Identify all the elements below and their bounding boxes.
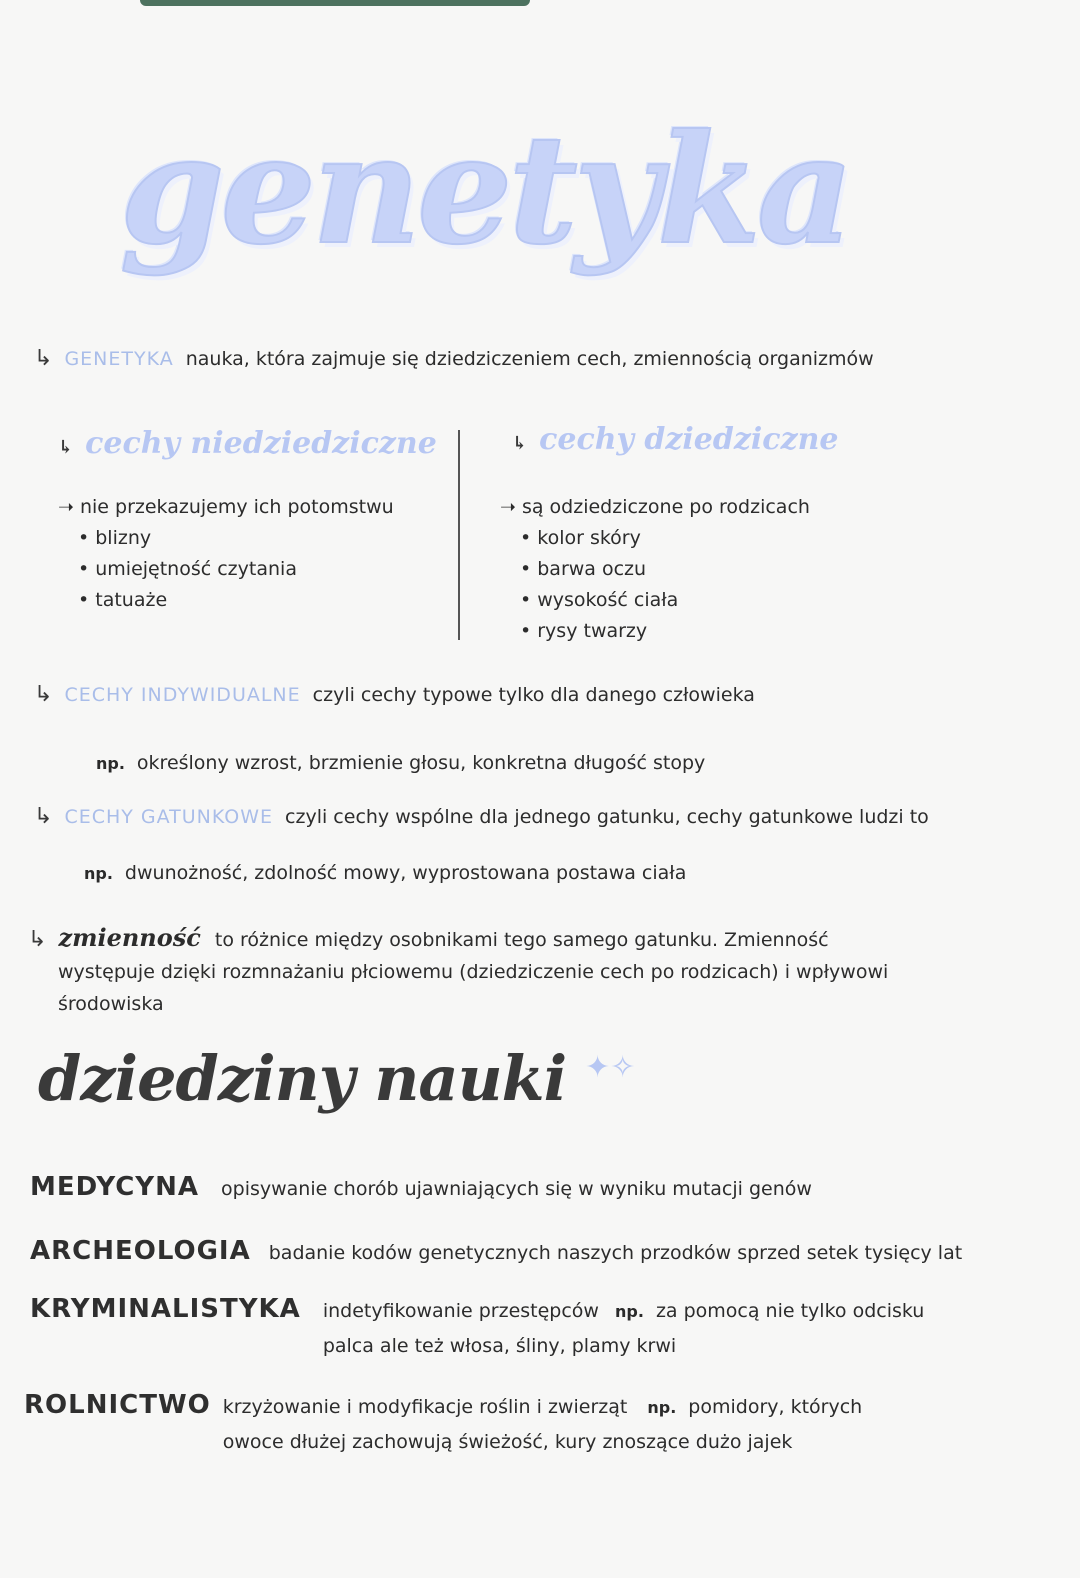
intro-keyword: GENETYKA	[64, 348, 174, 370]
field-criminalistics: KRYMINALISTYKA indetyfikowanie przestępców np. za pomocą nie tylko odcisku palca ale też włosa, śliny, plamy krwi	[30, 1294, 925, 1357]
list-item: • wysokość ciała	[520, 589, 679, 611]
section-heading: dziedziny nauki	[38, 1042, 567, 1115]
intro-line	[34, 346, 874, 371]
arrow-icon: ↳	[28, 927, 47, 952]
np-label: np.	[615, 1302, 644, 1321]
sparkle-icon: ✦✧	[585, 1050, 636, 1085]
individual-text: czyli cechy typowe tylko dla danego człowieka	[312, 684, 755, 706]
field-agriculture: ROLNICTWO krzyżowanie i modyfikacje roślin i zwierząt np. pomidory, których owoce dłużej zachowują świeżość, kury znoszące dużo jajek	[24, 1390, 863, 1453]
np-label: np.	[96, 754, 125, 773]
arrow-icon: ↳	[34, 682, 53, 707]
field-archeology: ARCHEOLOGIA badanie kodów genetycznych naszych przodków sprzed setek tysięcy lat	[30, 1236, 963, 1266]
individual-example: np. określony wzrost, brzmienie głosu, konkretna długość stopy	[96, 752, 706, 774]
np-label: np.	[647, 1398, 677, 1417]
list-item: • barwa oczu	[520, 558, 647, 580]
individual-traits-line	[34, 682, 755, 707]
individual-keyword: CECHY INDYWIDUALNE	[64, 684, 301, 706]
column-divider	[458, 430, 460, 640]
np-label: np.	[84, 864, 113, 883]
species-traits-line	[34, 804, 929, 829]
right-column-heading	[512, 422, 839, 457]
top-edge-decoration	[140, 0, 530, 6]
arrow-icon: ↳	[34, 804, 53, 829]
page-title: genetyka	[119, 102, 851, 278]
left-column-heading	[58, 426, 437, 461]
right-column-list	[500, 492, 810, 647]
species-text: czyli cechy wspólne dla jednego gatunku, cechy gatunkowe ludzi to	[285, 806, 929, 828]
left-lead: ➝ nie przekazujemy ich potomstwu	[58, 496, 394, 518]
right-heading-text: cechy dziedziczne	[539, 422, 839, 457]
list-item: • kolor skóry	[520, 527, 641, 549]
left-heading-text: cechy niedziedziczne	[85, 426, 437, 461]
arrow-icon: ↳	[58, 437, 74, 458]
variability-paragraph: ↳ zmienność to różnice między osobnikami tego samego gatunku. Zmienność występuje dzięki rozmnażaniu płciowemu (dziedziczenie cech po rodzicach) i wpływowi środowiska	[28, 923, 889, 1015]
list-item: • umiejętność czytania	[78, 558, 297, 580]
intro-text: nauka, która zajmuje się dziedziczeniem cech, zmiennością organizmów	[185, 348, 874, 370]
variability-keyword: zmienność	[58, 923, 201, 952]
bullet-arrow-icon: ➝	[58, 496, 80, 518]
arrow-icon: ↳	[34, 346, 53, 371]
bullet-arrow-icon: ➝	[500, 496, 522, 518]
species-keyword: CECHY GATUNKOWE	[64, 806, 274, 828]
list-item: • blizny	[78, 527, 152, 549]
list-item: • tatuaże	[78, 589, 168, 611]
field-medicine: MEDYCYNA opisywanie chorób ujawniających się w wyniku mutacji genów	[30, 1172, 812, 1202]
left-column-list	[58, 492, 394, 616]
right-lead: ➝ są odziedziczone po rodzicach	[500, 496, 810, 518]
arrow-icon: ↳	[512, 433, 528, 454]
species-example: np. dwunożność, zdolność mowy, wyprostowana postawa ciała	[84, 862, 687, 884]
list-item: • rysy twarzy	[520, 620, 648, 642]
